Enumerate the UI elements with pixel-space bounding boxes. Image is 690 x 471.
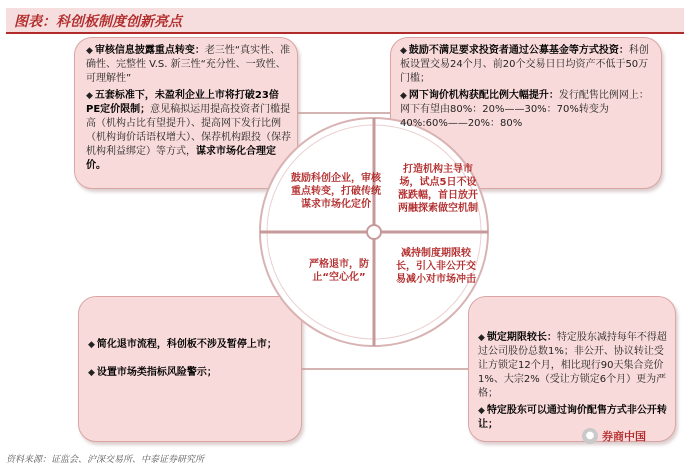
text-bottom-left — [88, 338, 294, 383]
bullet-icon: ◆ — [478, 333, 485, 343]
text-bottom-right — [478, 331, 672, 435]
item-heading: 五套标准下，未盈利企业上市将打破23倍PE定价限制； — [86, 90, 279, 115]
item-body: 发行配售比例网上：网下有望由80%：20%——30%：70%转变为40%:60%——20%：80% — [400, 90, 649, 129]
bullet-icon: ◆ — [400, 91, 407, 101]
list-item — [86, 89, 291, 173]
list-item — [88, 338, 294, 352]
watermark-logo — [582, 428, 646, 444]
quadrant-label-bottom-right: 减持制度期限较长，引入非公开交易减小对市场冲击 — [396, 248, 476, 285]
bullet-icon: ◆ — [86, 91, 93, 101]
text-top-right — [400, 44, 656, 134]
list-item — [400, 44, 656, 86]
item-body: 特定股东减持每年不得超过公司股份总数1%；非公开、协议转让受让方锁定12个月，相比现行90天集合竞价1%、大宗2%（受让方锁定6个月）更为严格； — [478, 332, 667, 399]
item-heading: 简化退市流程，科创板不涉及暂停上市； — [96, 339, 277, 350]
quadrant-label-bottom-left: 严格退市，防止“空心化” — [309, 259, 369, 283]
list-item — [88, 366, 294, 380]
item-heading: 锁定期限较长： — [486, 332, 557, 343]
list-item — [86, 44, 291, 86]
bullet-icon: ◆ — [88, 368, 95, 378]
bullet-icon: ◆ — [400, 46, 407, 56]
item-heading: 审核信息披露重点转变： — [94, 45, 205, 56]
item-heading: 网下询价机构获配比例大幅提升： — [408, 90, 559, 101]
bullet-icon: ◆ — [86, 46, 93, 56]
list-item — [478, 331, 672, 401]
item-conclusion: 谋求市场化合理定价。 — [86, 146, 276, 171]
text-top-left — [86, 44, 291, 176]
quadrant-label-top-left: 鼓励科创企业，审核重点转变，打破传统谋求市场化定价 — [291, 173, 381, 210]
item-heading: 设置市场类指标风险警示； — [96, 367, 217, 378]
list-item — [400, 89, 656, 131]
item-heading: 特定股东可以通过询价配售方式非公开转让； — [478, 405, 667, 430]
item-body: 科创板设置交易24个月、前20个交易日日均资产不低于50万门槛； — [400, 45, 649, 84]
logo-text: 券商中国 — [602, 430, 646, 443]
figure-title: 图表：科创板制度创新亮点 — [14, 14, 182, 30]
bullet-icon: ◆ — [478, 406, 485, 416]
item-heading: 鼓励不满足要求投资者通过公募基金等方式投资： — [408, 45, 629, 56]
cycle-icon — [367, 225, 381, 239]
bullet-icon: ◆ — [88, 340, 95, 350]
quadrant-label-top-right: 打造机构主导市场，试点5日不设涨跌幅，首日放开两融探索做空机制 — [398, 164, 478, 214]
item-body: 意见稿拟运用提高投资者门槛提高（机构占比有望提升）、提高网下发行比例（机构询价话语权增大）、保荐机构跟投（保荐机构利益绑定）等方式， — [86, 104, 291, 157]
source-footnote: 资料来源：证监会、沪深交易所、中泰证券研究所 — [6, 455, 205, 465]
wechat-icon: ● — [582, 428, 598, 444]
item-body: 老三性“真实性、准确性、完整性 V.S. 新三性“充分性、一致性、可理解性” — [86, 45, 291, 84]
